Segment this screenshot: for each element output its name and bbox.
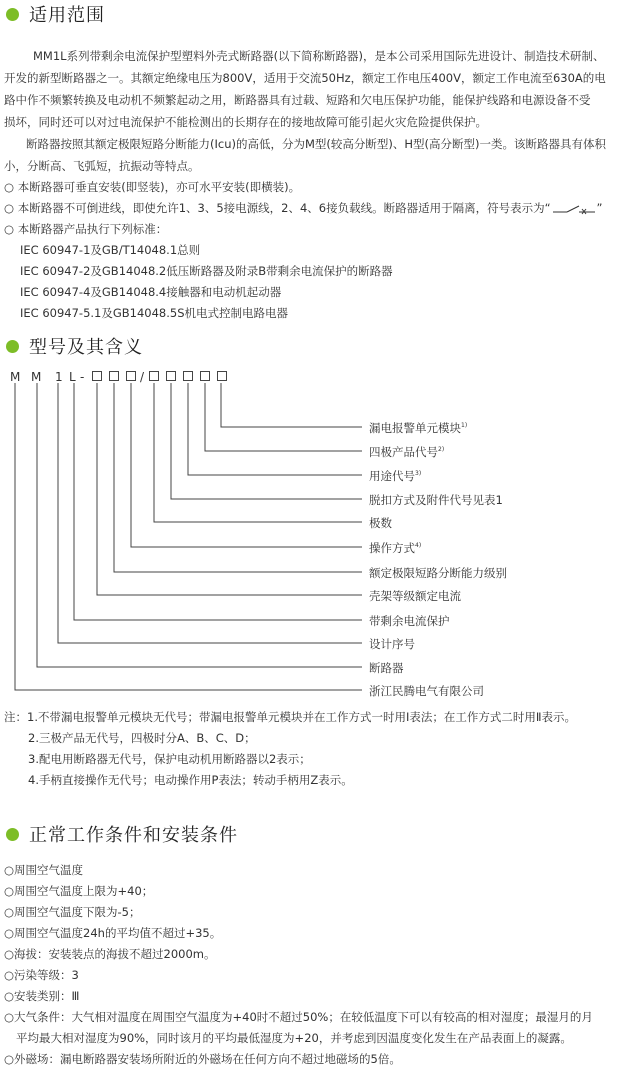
code-char: M — [10, 370, 21, 384]
note-line: 2.三极产品无代号，四极时分A、B、C、D； — [28, 731, 256, 745]
code-label: 浙江民腾电气有限公司 — [369, 684, 484, 698]
code-char: M — [31, 370, 42, 384]
standard-item: IEC 60947-5.1及GB14048.5S机电式控制电路电器 — [20, 306, 289, 320]
section-title: 型号及其含义 — [29, 337, 143, 358]
code-label: 四极产品代号$^{2)}$ — [369, 445, 445, 459]
condition-item: ○周围空气温度下限为-5； — [4, 905, 141, 919]
code-char: 1 — [55, 370, 63, 384]
paragraph-line: 断路器按照其额定极限短路分断能力(Icu)的高低，分为M型(较高分断型)、H型(高分断型)一类。该断路器具有体积 — [26, 137, 606, 151]
paragraph-line: MM1L系列带剩余电流保护型塑料外壳式断路器(以下简称断路器)，是本公司采用国际先进设计、制造技术研制、 — [33, 49, 605, 63]
list-item-text: ○ 本断路器不可倒进线，即使允许1、3、5接电源线，2、4、6接负载线。断路器适用于隔离，符号表示为“ — [4, 201, 551, 215]
code-label: 脱扣方式及附件代号见表1 — [369, 493, 503, 507]
code-label: 用途代号$^{3)}$ — [369, 469, 422, 483]
list-item: ○ 本断路器产品执行下列标准： — [4, 222, 168, 236]
list-item: ○ 本断路器可垂直安装(即竖装)，亦可水平安装(即横装)。 — [4, 180, 301, 194]
note-line: 注：1.不带漏电报警单元模块无代号；带漏电报警单元模块并在工作方式一时用Ⅰ表法；在工作方式二时用Ⅱ表示。 — [4, 710, 577, 724]
code-char: - — [80, 370, 85, 384]
code-label: 漏电报警单元模块$^{1)}$ — [369, 421, 468, 435]
paragraph-line: 路中作不频繁转换及电动机不频繁起动之用，断路器具有过载、短路和欠电压保护功能，能保护线路和电源设备不受 — [4, 93, 591, 107]
paragraph-line: 开发的新型断路器之一。其额定绝缘电压为800V，适用于交流50Hz，额定工作电压400V，额定工作电流至630A的电 — [4, 71, 606, 85]
standard-item: IEC 60947-2及GB14048.2低压断路器及附录B带剩余电流保护的断路器 — [20, 264, 393, 278]
condition-item: ○大气条件：大气相对温度在周围空气温度为+40时不超过50%；在较低温度下可以有较高的相对湿度；最湿月的月 — [4, 1010, 593, 1024]
code-char: / — [140, 370, 145, 384]
condition-item: ○外磁场：漏电断路器安装场所附近的外磁场在任何方向不超过地磁场的5倍。 — [4, 1052, 401, 1066]
quote-close: ” — [596, 201, 603, 215]
note-line: 3.配电用断路器无代号，保护电动机用断路器以2表示； — [28, 752, 311, 766]
bullet-dot-icon — [6, 828, 19, 841]
condition-item: 平均最大相对湿度为90%，同时该月的平均最低湿度为+20，并考虑到因温度变化发生在产品表面上的凝露。 — [16, 1031, 572, 1045]
code-label: 断路器 — [369, 661, 404, 675]
code-label: 操作方式$^{4)}$ — [369, 541, 422, 555]
section-header-conditions — [6, 823, 238, 845]
code-label: 额定极限短路分断能力级别 — [369, 566, 507, 580]
note-line: 4.手柄直接操作无代号；电动操作用P表法；转动手柄用Z表示。 — [28, 773, 353, 787]
paragraph-line: 损坏，同时还可以对过电流保护不能检测出的长期存在的接地故障可能引起火灾危险提供保护。 — [4, 115, 487, 129]
condition-item: ○周围空气温度24h的平均值不超过+35。 — [4, 926, 222, 940]
section-title: 适用范围 — [29, 5, 105, 26]
condition-item: ○安装类别：Ⅲ — [4, 989, 80, 1003]
code-label: 壳架等级额定电流 — [369, 589, 461, 603]
paragraph-line: 小，分断高、飞弧短，抗振动等特点。 — [4, 159, 200, 173]
section-title: 正常工作条件和安装条件 — [29, 825, 238, 846]
code-label: 极数 — [369, 516, 392, 530]
code-char: L — [69, 370, 76, 384]
condition-item: ○海拔：安装装点的海拔不超过2000m。 — [4, 947, 216, 961]
code-label: 设计序号 — [369, 637, 415, 651]
standard-item: IEC 60947-1及GB/T14048.1总则 — [20, 243, 201, 257]
condition-item: ○周围空气温度上限为+40； — [4, 884, 154, 898]
condition-item: ○污染等级：3 — [4, 968, 79, 982]
standard-item: IEC 60947-4及GB14048.4接触器和电动机起动器 — [20, 285, 282, 299]
code-label: 带剩余电流保护 — [369, 614, 450, 628]
condition-item: ○周围空气温度 — [4, 863, 84, 877]
